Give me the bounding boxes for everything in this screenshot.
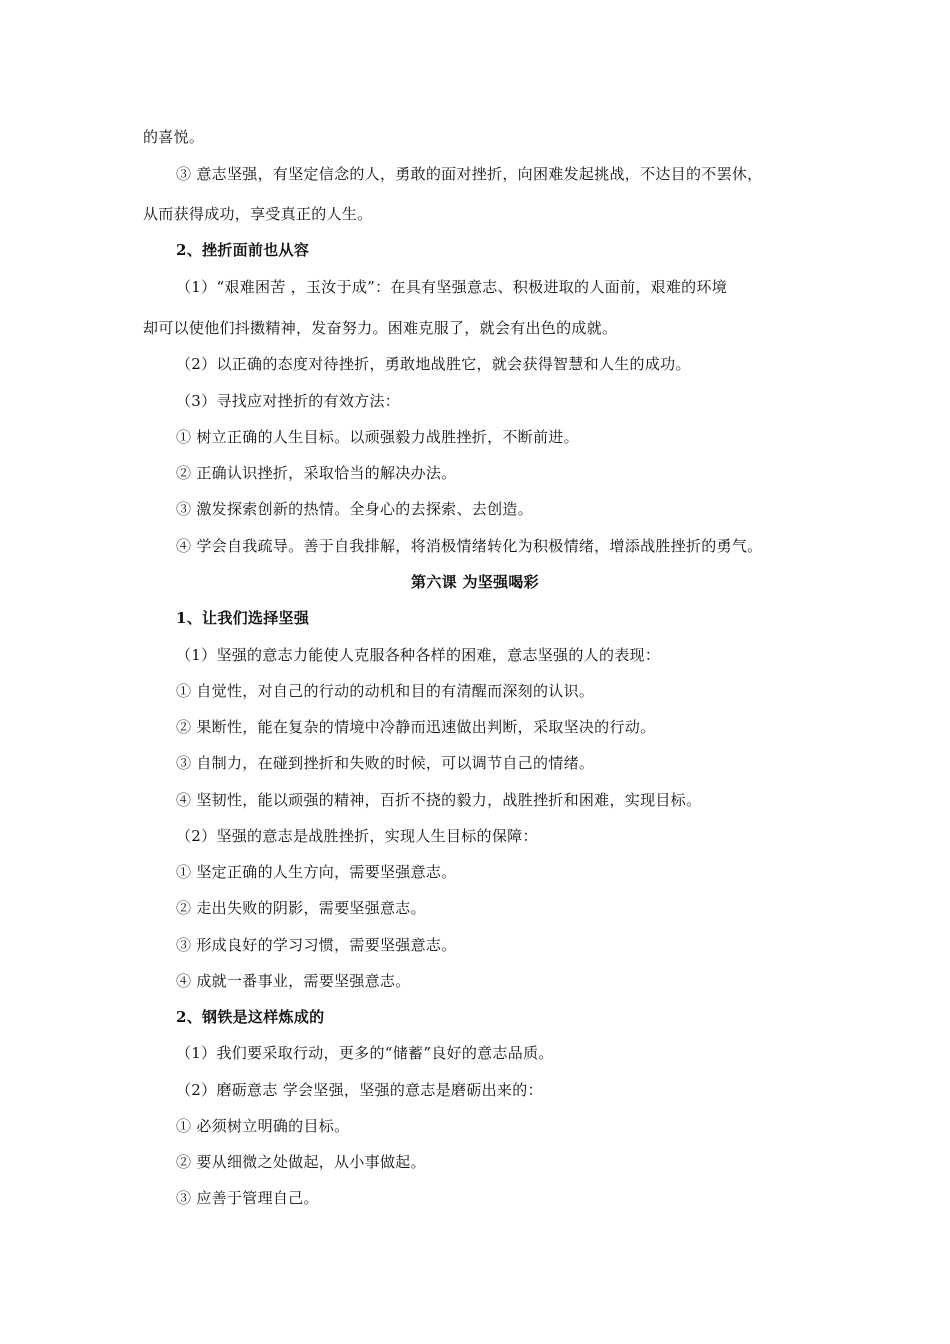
list-item: ② 果断性，能在复杂的情境中冷静而迅速做出判断，采取坚决的行动。 bbox=[176, 718, 656, 736]
list-item: ② 要从细微之处做起，从小事做起。 bbox=[176, 1153, 426, 1171]
list-item: ③ 激发探索创新的热情。全身心的去探索、去创造。 bbox=[176, 500, 533, 518]
paragraph-line: 从而获得成功，享受真正的人生。 bbox=[143, 205, 373, 223]
list-item: ② 走出失败的阴影，需要坚强意志。 bbox=[176, 899, 426, 917]
list-item: ② 正确认识挫折，采取恰当的解决办法。 bbox=[176, 464, 457, 482]
paragraph-line: （3）寻找应对挫折的有效方法： bbox=[176, 392, 401, 410]
list-item: ③ 自制力，在碰到挫折和失败的时候，可以调节自己的情绪。 bbox=[176, 754, 595, 772]
paragraph-line: （1）我们要采取行动，更多的“储蓄”良好的意志品质。 bbox=[176, 1044, 554, 1062]
paragraph-line: ③ 意志坚强，有坚定信念的人，勇敢的面对挫折，向困难发起挑战，不达目的不罢休， bbox=[176, 165, 763, 183]
section-heading: 1、让我们选择坚强 bbox=[176, 609, 310, 627]
section-heading: 2、挫折面前也从容 bbox=[176, 241, 310, 259]
list-item: ③ 形成良好的学习习惯，需要坚强意志。 bbox=[176, 936, 457, 954]
list-item: ④ 坚韧性，能以顽强的精神，百折不挠的毅力，战胜挫折和困难，实现目标。 bbox=[176, 791, 702, 809]
paragraph-line: （2）坚强的意志是战胜挫折，实现人生目标的保障： bbox=[176, 827, 538, 845]
paragraph-line: （1）坚强的意志力能使人克服各种各样的困难，意志坚强的人的表现： bbox=[176, 646, 661, 664]
list-item: ① 必须树立明确的目标。 bbox=[176, 1117, 350, 1135]
list-item: ① 树立正确的人生目标。以顽强毅力战胜挫折，不断前进。 bbox=[176, 428, 579, 446]
list-item: ③ 应善于管理自己。 bbox=[176, 1189, 319, 1207]
list-item: ④ 学会自我疏导。善于自我排解，将消极情绪转化为积极情绪，增添战胜挫折的勇气。 bbox=[176, 537, 763, 555]
paragraph-line: 的喜悦。 bbox=[143, 128, 205, 146]
paragraph-line: （2）磨砺意志 学会坚强，坚强的意志是磨砺出来的： bbox=[176, 1081, 543, 1099]
paragraph-line: （1）“艰难困苦 ，玉汝于成”：在具有坚强意志、积极进取的人面前，艰难的环境 bbox=[176, 278, 728, 296]
section-heading: 2、钢铁是这样炼成的 bbox=[176, 1008, 325, 1026]
paragraph-line: 却可以使他们抖擞精神，发奋努力。困难克服了，就会有出色的成就。 bbox=[143, 319, 618, 337]
list-item: ④ 成就一番事业，需要坚强意志。 bbox=[176, 972, 411, 990]
paragraph-line: （2）以正确的态度对待挫折，勇敢地战胜它，就会获得智慧和人生的成功。 bbox=[176, 355, 691, 373]
list-item: ① 自觉性，对自己的行动的动机和目的有清醒而深刻的认识。 bbox=[176, 682, 595, 700]
list-item: ① 坚定正确的人生方向，需要坚强意志。 bbox=[176, 863, 457, 881]
lesson-title: 第六课 为坚强喝彩 bbox=[411, 573, 539, 591]
